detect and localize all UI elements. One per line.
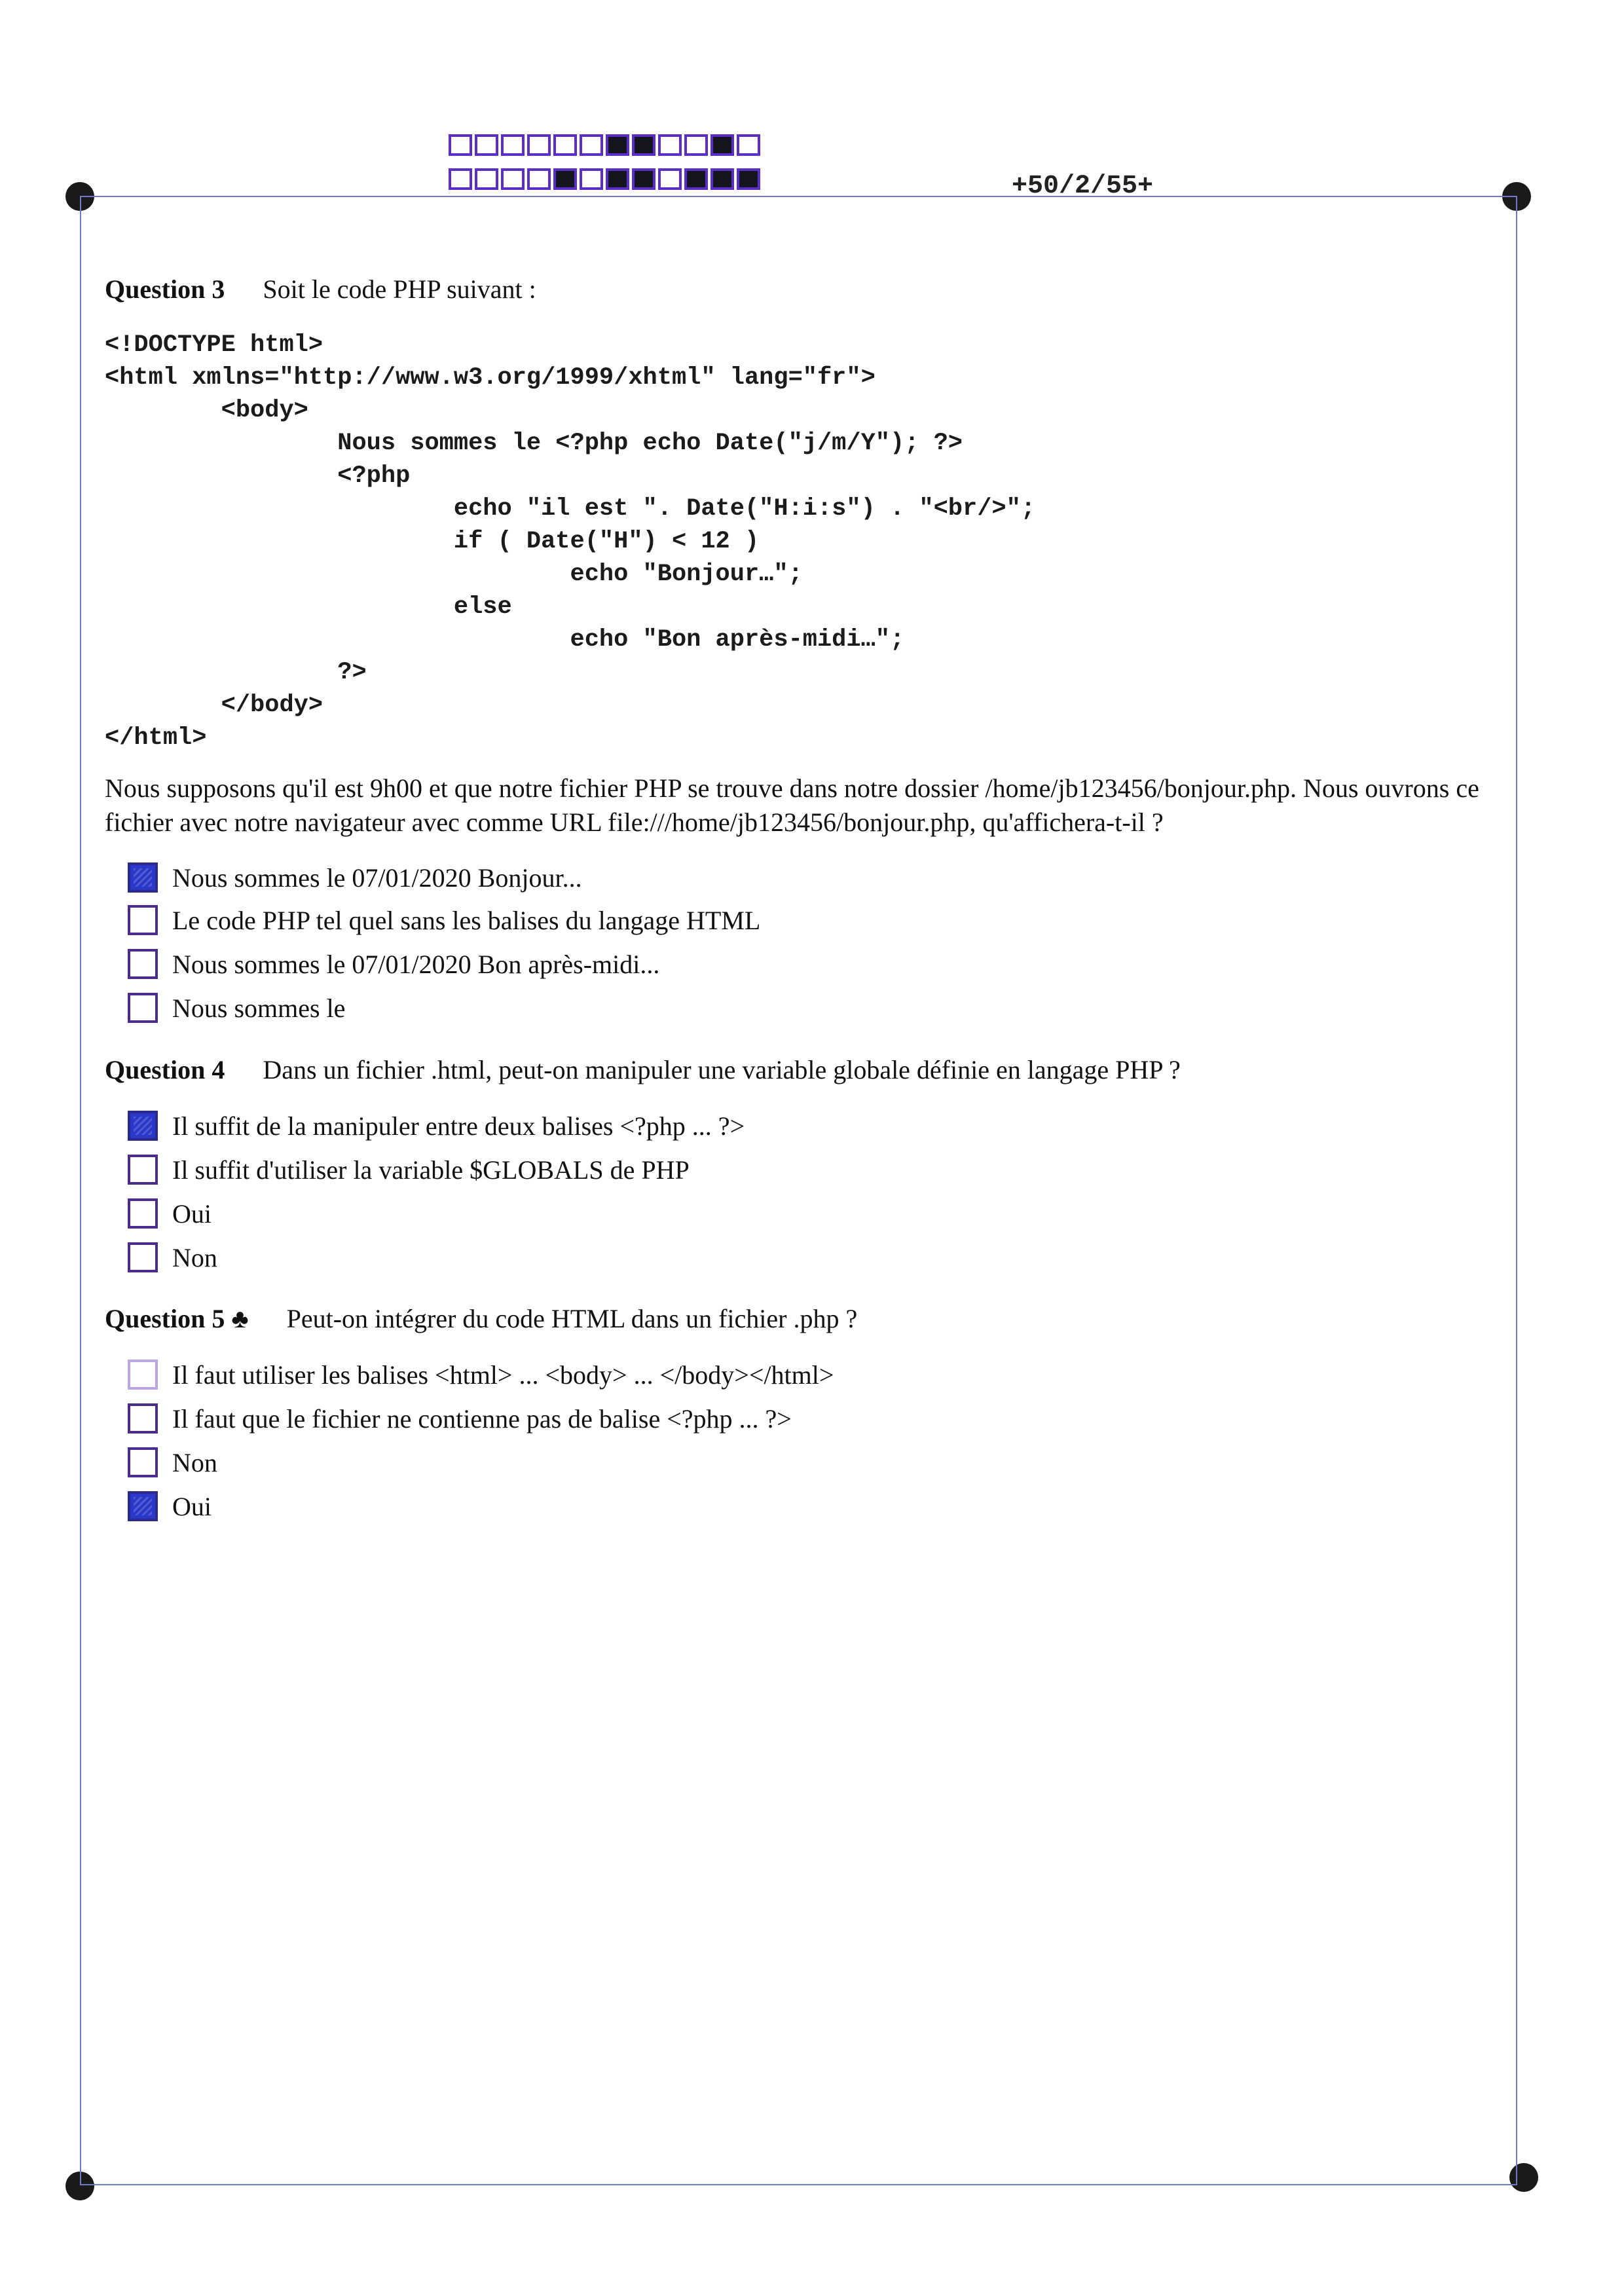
answer-label: Il suffit d'utiliser la variable $GLOBALS de PHP: [172, 1155, 690, 1185]
code-cell: [606, 168, 629, 190]
question-3-text: Nous supposons qu'il est 9h00 et que notre fichier PHP se trouve dans notre dossier /home/jb123456/bonjour.php. Nous ouvrons ce fichier avec notre navigateur avec comme URL file:///home/jb123456/bonjour.php, qu'affichera-t-il ?: [105, 773, 1479, 837]
answer-label: Il suffit de la manipuler entre deux balises <?php ... ?>: [172, 1111, 745, 1141]
answer-option[interactable]: [128, 1152, 690, 1187]
checkbox[interactable]: [128, 1447, 158, 1477]
answer-option[interactable]: [128, 990, 345, 1026]
answer-option[interactable]: [128, 1240, 217, 1275]
code-cell: [710, 168, 734, 190]
page-id: +50/2/55+: [1012, 172, 1154, 201]
answer-label: Nous sommes le 07/01/2020 Bon après-midi...: [172, 949, 660, 979]
question-4-title: [105, 1054, 1181, 1085]
answer-label: Oui: [172, 1491, 212, 1521]
answer-option[interactable]: [128, 1108, 745, 1143]
code-cell: [684, 168, 708, 190]
checkbox[interactable]: [128, 1242, 158, 1272]
question-5-title: [105, 1303, 857, 1334]
question-label: Question 3: [105, 274, 225, 304]
answer-label: Nous sommes le: [172, 993, 346, 1023]
checkbox[interactable]: [128, 949, 158, 979]
answer-option[interactable]: [128, 902, 760, 938]
code-cell: [553, 134, 577, 156]
checkbox[interactable]: [128, 1491, 158, 1521]
code-cell: [658, 168, 682, 190]
answer-option[interactable]: [128, 1401, 792, 1436]
answer-option[interactable]: [128, 860, 582, 895]
question-3-title: [105, 274, 536, 305]
question-label: Question 5 ♣: [105, 1304, 249, 1333]
code-cell: [658, 134, 682, 156]
checkbox[interactable]: [128, 1198, 158, 1229]
code-cell: [632, 168, 655, 190]
answer-label: Il faut que le fichier ne contienne pas de balise <?php ... ?>: [172, 1403, 792, 1434]
question-prompt: Soit le code PHP suivant :: [263, 274, 536, 304]
answer-label: Il faut utiliser les balises <html> ... <body> ... </body></html>: [172, 1360, 834, 1390]
answer-label: Non: [172, 1242, 217, 1272]
code-cell: [580, 168, 603, 190]
code-cell: [737, 168, 760, 190]
code-cell: [527, 168, 551, 190]
checkbox[interactable]: [128, 1155, 158, 1185]
code-cell: [501, 134, 525, 156]
answer-label: Le code PHP tel quel sans les balises du langage HTML: [172, 905, 761, 935]
question-prompt: Dans un fichier .html, peut-on manipuler une variable globale définie en langage PHP ?: [263, 1055, 1181, 1084]
code-cell: [684, 134, 708, 156]
code-cell: [449, 134, 472, 156]
answer-option[interactable]: [128, 1357, 834, 1392]
code-cell: [527, 134, 551, 156]
code-cell: [501, 168, 525, 190]
code-cell: [710, 134, 734, 156]
answer-option[interactable]: [128, 946, 659, 982]
question-prompt: Peut-on intégrer du code HTML dans un fichier .php ?: [286, 1304, 858, 1333]
answer-label: Oui: [172, 1198, 212, 1229]
code-cell: [449, 168, 472, 190]
php-code-block: <!DOCTYPE html> <html xmlns="http://www.w3.org/1999/xhtml" lang="fr"> <body> Nous sommes le <?php echo Date("j/m/Y"); ?> <?php echo "il est ". Date("H:i:s") . "<br/>"; if ( Date("H") < 12 ) echo "Bonjour…"; else echo "Bon après-midi…"; ?> </body> </html>: [105, 331, 1036, 752]
code-cell: [475, 134, 498, 156]
checkbox[interactable]: [128, 993, 158, 1023]
answer-option[interactable]: [128, 1489, 212, 1524]
checkbox[interactable]: [128, 1360, 158, 1390]
code-cell: [475, 168, 498, 190]
question-label: Question 4: [105, 1055, 225, 1084]
answer-option[interactable]: [128, 1445, 217, 1480]
answer-label: Non: [172, 1447, 217, 1477]
checkbox[interactable]: [128, 1403, 158, 1434]
checkbox[interactable]: [128, 905, 158, 935]
code-cell: [632, 134, 655, 156]
code-cell: [606, 134, 629, 156]
checkbox[interactable]: [128, 862, 158, 893]
checkbox[interactable]: [128, 1111, 158, 1141]
code-cell: [553, 168, 577, 190]
code-cell: [737, 134, 760, 156]
answer-label: Nous sommes le 07/01/2020 Bonjour...: [172, 862, 582, 893]
answer-option[interactable]: [128, 1196, 212, 1231]
code-cell: [580, 134, 603, 156]
